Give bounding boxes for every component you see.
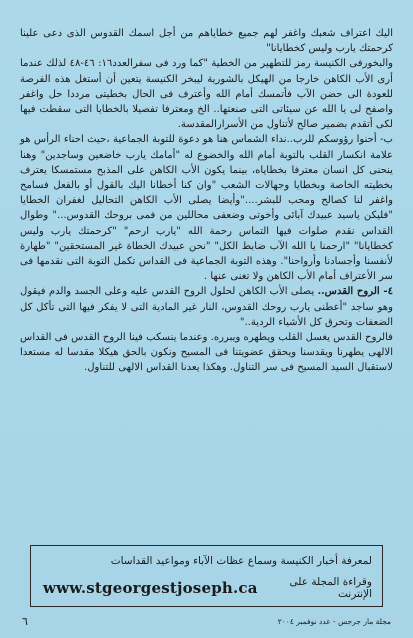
issue-label: مجلة مار جرجس - عدد نوفمبر ٢٠٠٤ xyxy=(277,616,391,626)
page-footer xyxy=(22,614,391,628)
paragraph-holy-spirit xyxy=(20,284,393,330)
paragraph-holy-spirit-text: يصلى الأب الكاهن لحلول الروح القدس عليه وعلى الجسد والدم فيقول وهو ساجد "أعطنى يارب روحك القدوس، النار غير المادية التى لا يفكر فيها التى تأكل كل الضعفات وتحرق كل الأشياء الردية.." xyxy=(20,286,393,328)
article-body xyxy=(20,26,393,376)
paragraph-prayer: اليك اعتراف شعبك واغفر لهم جميع خطاياهم من أجل اسمك القدوس الذى دعى علينا كرحمتك يارب وليس كخطايانا" xyxy=(20,28,393,55)
paragraph-cleansing: فالروح القدس يغسل القلب ويطهره ويبرره. وعندما ينسكب فينا الروح القدس فى القداس الالهى يطهرنا ويقدسنا ويحقق عضويتنا فى المسيح ونكون بالحق هيكلا مقدسا له مستعدا لاستقبال السيد المسيح فى سر التناول. وهكذا يعدنا القداس الالهى للتناول. xyxy=(20,332,393,374)
notice-line-1: لمعرفة أخبار الكنيسة وسماع عظات الآباء ومواعيد القداسات xyxy=(110,555,372,567)
notice-row-2 xyxy=(43,576,372,600)
website-link[interactable]: www.stgeorgestjoseph.ca xyxy=(43,579,258,597)
paragraph-bow-heads: ب- أحنوا رؤوسكم للرب..نداء الشماس هنا هو دعوة للتوبة الجماعية ،حيث احناء الرأس هو علامة انكسار القلب بالتوبة أمام الله والخضوع له "أمامك يارب خاضعين وساجدين" وهنا ينحنى كل انسان معترفا بخطاياه، بينما يكون الأب الكاهن على المذبح مستمسكا يعترف بخطيته الخاصة وبخطايا وجهالات الشعب "وان كنا أخطانا اليك بالقول أو بالفعل فسامح واغفر لنا كصالح ومحب للبشر...."وأيضا يصلى الأب الكاهن التحاليل لغفران الخطايا "فليكن ياسيد عبيدك آبائى وأخوتى وضعفى محاللين من فمى بروحك القدوس..." وطوال القداس نقدم صلوات فيها التماس رحمة الله "يارب ارحم" "كرحمتك يارب وليس كخطايانا" "ارحمنا يا الله الآب ضابط الكل" "نحن عبيدك الخطاة غير المستحقين" "طهارة لأنفسنا وأجسادنا وأرواحنا". وهذه التوبة الجماعية فى القداس تكمل التوبة التى نقدمها فى سر الأعتراف أمام الأب الكاهن ولا تغنى عنها . xyxy=(20,134,393,283)
page-number: ٦ xyxy=(22,614,28,628)
section-heading-holy-spirit: ٤- الروح القدس.. xyxy=(317,286,393,298)
paragraph-incense: والبخورفى الكنيسة رمز للتطهير من الخطية "كما ورد فى سفرالعدد١٦: ٤٦-٤٨ لذلك عندما أرى الأب الكاهن خارجا من الهيكل بالشورية ليبخر الكنيسة يتعين أن أستغل هذه الفرصة للعودة الى حضن الآب فأتمسك أمام الله وأعترف فى الحال بخطيتى مرددا حل واغفر واصفح لى يا الله عن سيئاتى التى صنعتها.. الخ ومعترفا تفصيلا بالخطايا التى سقطت فيها لكى أتقدم بضمير صالح لأتناول من الأسرارالمقدسة. xyxy=(20,58,393,131)
website-notice-box xyxy=(30,545,383,607)
notice-line-2: وقراءة المجلة على الإنترنت xyxy=(289,576,372,600)
